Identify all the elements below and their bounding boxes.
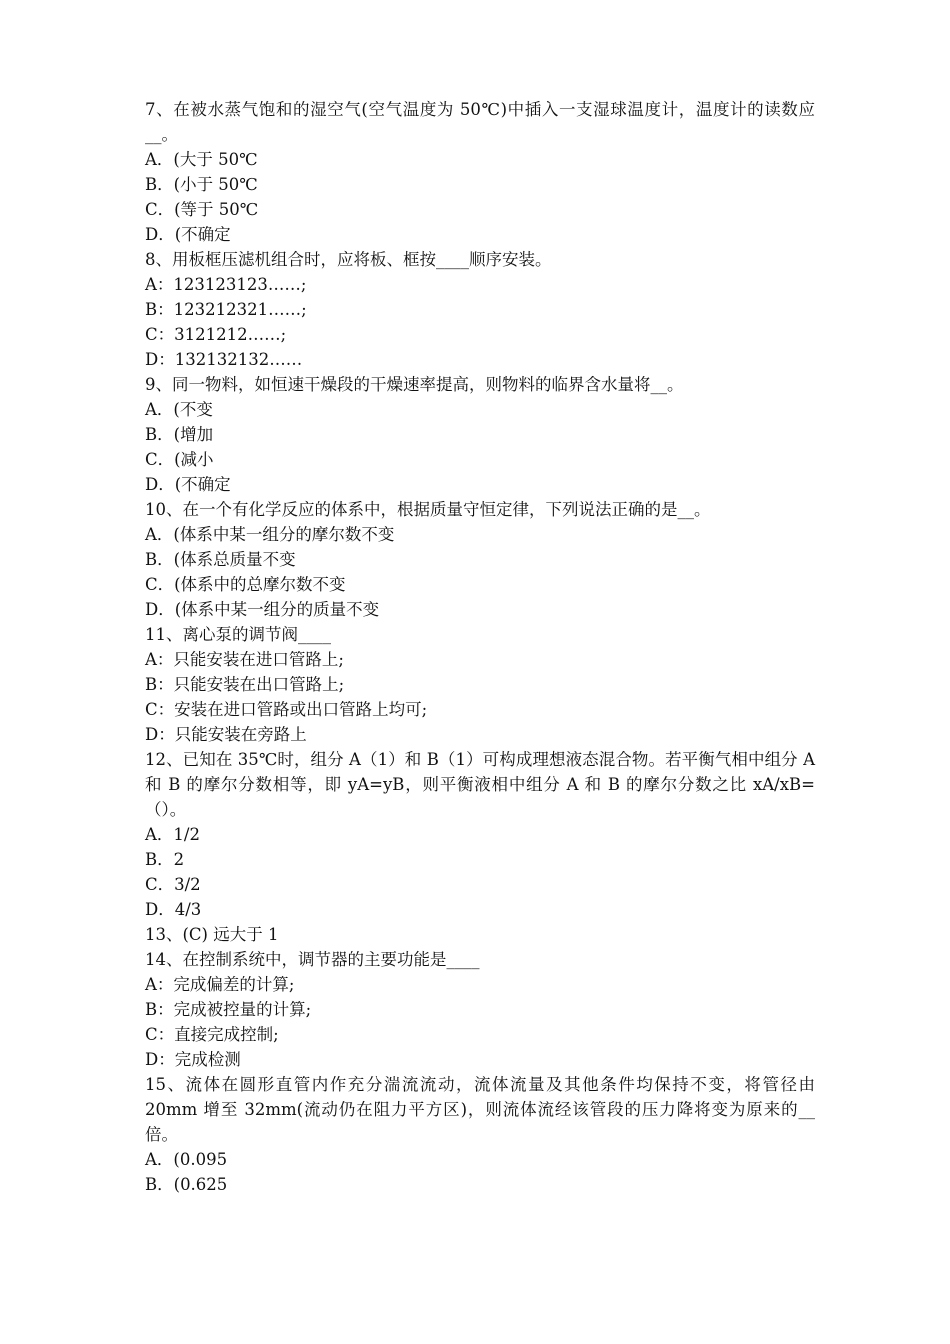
question-stem: 13、(C) 远大于 1 — [145, 925, 279, 944]
option-c: C．(等于 50℃ — [145, 200, 259, 219]
option-d: D：完成检测 — [145, 1050, 241, 1069]
question-stem: 9、同一物料，如恒速干燥段的干燥速率提高，则物料的临界含水量将__。 — [145, 375, 684, 394]
option-a: A：只能安装在进口管路上; — [145, 650, 344, 669]
option-b: B：只能安装在出口管路上; — [145, 675, 345, 694]
option-d: D．(不确定 — [145, 225, 231, 244]
question-stem: 7、在被水蒸气饱和的湿空气(空气温度为 50℃)中插入一支湿球温度计，温度计的读数应__。 — [145, 100, 815, 144]
question-11 — [145, 622, 815, 747]
question-7 — [145, 97, 815, 247]
option-a: A．1/2 — [145, 825, 200, 844]
option-d: D．(不确定 — [145, 475, 231, 494]
question-9 — [145, 372, 815, 497]
option-d: D：只能安装在旁路上 — [145, 725, 307, 744]
option-a: A：完成偏差的计算; — [145, 975, 295, 994]
option-b: B．(小于 50℃ — [145, 175, 258, 194]
option-a: A．(0.095 — [145, 1150, 228, 1169]
question-stem: 12、已知在 35℃时，组分 A（1）和 B（1）可构成理想液态混合物。若平衡气相中组分 A 和 B 的摩尔分数相等，即 yA=yB，则平衡液相中组分 A 和 B 的摩尔分数之比 xA/xB=（）。 — [145, 750, 815, 819]
question-stem: 15、流体在圆形直管内作充分湍流流动，流体流量及其他条件均保持不变，将管径由 20mm 增至 32mm(流动仍在阻力平方区)，则流体流经该管段的压力降将变为原来的__倍。 — [145, 1075, 815, 1144]
question-8 — [145, 247, 815, 372]
option-b: B．(增加 — [145, 425, 214, 444]
option-a: A．(大于 50℃ — [145, 150, 258, 169]
question-10 — [145, 497, 815, 622]
option-b: B：123212321……; — [145, 300, 307, 319]
option-c: C．3/2 — [145, 875, 201, 894]
question-13 — [145, 922, 815, 947]
option-c: C：安装在进口管路或出口管路上均可; — [145, 700, 428, 719]
option-b: B．2 — [145, 850, 185, 869]
option-c: C．(体系中的总摩尔数不变 — [145, 575, 346, 594]
option-a: A．(不变 — [145, 400, 213, 419]
question-15 — [145, 1072, 815, 1197]
option-c: C：直接完成控制; — [145, 1025, 279, 1044]
option-a: A．(体系中某一组分的摩尔数不变 — [145, 525, 395, 544]
option-c: C：3121212……; — [145, 325, 287, 344]
question-list — [145, 97, 815, 1197]
option-b: B．(0.625 — [145, 1175, 228, 1194]
question-14 — [145, 947, 815, 1072]
option-a: A：123123123……; — [145, 275, 307, 294]
option-d: D．4/3 — [145, 900, 202, 919]
question-stem: 8、用板框压滤机组合时，应将板、框按____顺序安装。 — [145, 250, 552, 269]
option-c: C．(减小 — [145, 450, 214, 469]
option-d: D：132132132…… — [145, 350, 303, 369]
option-d: D．(体系中某一组分的质量不变 — [145, 600, 380, 619]
option-b: B：完成被控量的计算; — [145, 1000, 312, 1019]
question-stem: 14、在控制系统中，调节器的主要功能是____ — [145, 950, 480, 969]
option-b: B．(体系总质量不变 — [145, 550, 296, 569]
question-stem: 10、在一个有化学反应的体系中，根据质量守恒定律，下列说法正确的是__。 — [145, 500, 711, 519]
question-12 — [145, 747, 815, 922]
question-stem: 11、离心泵的调节阀____ — [145, 625, 331, 644]
